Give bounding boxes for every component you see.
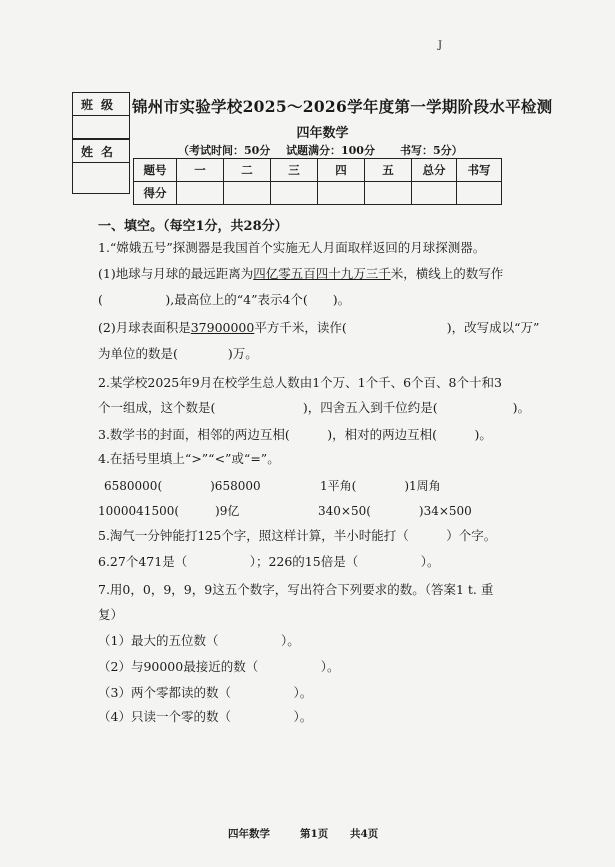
score-table-header-row <box>134 159 502 182</box>
name-box <box>72 139 130 194</box>
question-text: (1)地球与月球的最远距离为 <box>98 266 254 281</box>
comparison-item: 1000041500( )9亿 <box>98 504 240 518</box>
question-7-line-a: 7.用0，0，9，9，9这五个数字，写出符合下列要求的数。（答案1 t. 重 <box>98 582 494 597</box>
score-cell[interactable] <box>271 182 318 205</box>
question-1-1-line-b: ( ),最高位上的“4”表示4个( )。 <box>98 292 351 307</box>
score-cell[interactable] <box>412 182 457 205</box>
score-cell[interactable] <box>318 182 365 205</box>
section-title: 一、填空。（每空1分，共28分） <box>98 219 288 234</box>
footer-page-number: 第1页 <box>300 828 329 840</box>
question-2-line-b: 个一组成，这个数是( )，四舍五入到千位约是( )。 <box>98 400 531 415</box>
score-header-cell: 总分 <box>412 159 457 182</box>
comparison-item: 340×50( )34×500 <box>318 504 472 518</box>
question-text: (2)月球表面积是 <box>98 320 191 335</box>
question-7-1: （1）最大的五位数（ ）。 <box>98 633 300 648</box>
score-header-cell: 二 <box>224 159 271 182</box>
name-field[interactable] <box>73 163 129 193</box>
score-header-cell: 五 <box>365 159 412 182</box>
score-row-label: 得分 <box>134 182 177 205</box>
question-7-3: （3）两个零都读的数（ ）。 <box>98 685 313 700</box>
score-header-cell: 题号 <box>134 159 177 182</box>
underlined-number-words: 四亿零五百四十九万三千 <box>253 266 391 281</box>
question-2-line-a: 2.某学校2025年9月在校学生总人数由1个万、1个千、6个百、8个十和3 <box>98 375 502 390</box>
exam-full-marks: 试题满分：100分 <box>286 144 375 157</box>
question-5: 5.淘气一分钟能打125个字，照这样计算，半小时能打（ ）个字。 <box>98 528 497 543</box>
question-4: 4.在括号里填上“>”“<”或“=”。 <box>98 451 280 466</box>
exam-title: 锦州市实验学校2025～2026学年度第一学期阶段水平检测 <box>132 97 553 116</box>
question-7-4: （4）只读一个零的数（ ）。 <box>98 709 313 724</box>
question-1-2-line-a <box>98 320 539 336</box>
score-header-cell: 一 <box>177 159 224 182</box>
score-cell[interactable] <box>457 182 502 205</box>
score-header-cell: 三 <box>271 159 318 182</box>
question-1-1-line-a <box>98 266 503 282</box>
exam-writing-score: 书写：5分） <box>400 144 463 157</box>
corner-mark: J <box>438 40 443 51</box>
question-1-intro: 1.“嫦娥五号”探测器是我国首个实施无人月面取样返回的月球探测器。 <box>98 240 486 255</box>
score-table <box>133 158 502 205</box>
question-text: 平方千米，读作( )，改写成以“万” <box>254 320 540 335</box>
question-6: 6.27个471是（ ）；226的15倍是（ ）。 <box>98 554 440 569</box>
question-text: 米，横线上的数写作 <box>390 266 504 281</box>
score-cell[interactable] <box>224 182 271 205</box>
score-cell[interactable] <box>365 182 412 205</box>
exam-subtitle: 四年数学 <box>296 126 349 141</box>
comparison-item: 1平角( )1周角 <box>320 479 441 493</box>
class-label: 班级 <box>73 93 129 116</box>
comparison-item: 6580000( )658000 <box>104 479 261 493</box>
question-7-line-b: 复） <box>98 607 124 622</box>
name-label: 姓名 <box>73 140 129 163</box>
exam-time: （考试时间：50分 <box>178 144 271 157</box>
question-1-2-line-b: 为单位的数是( )万。 <box>98 346 258 361</box>
score-table-score-row <box>134 182 502 205</box>
underlined-number: 37900000 <box>190 320 255 335</box>
score-header-cell: 四 <box>318 159 365 182</box>
question-7-2: （2）与90000最接近的数（ ）。 <box>98 659 340 674</box>
score-cell[interactable] <box>177 182 224 205</box>
footer-subject: 四年数学 <box>228 828 270 840</box>
question-3: 3.数学书的封面，相邻的两边互相( )，相对的两边互相( )。 <box>98 427 492 442</box>
footer-total-pages: 共4页 <box>350 828 379 840</box>
score-header-cell: 书写 <box>457 159 502 182</box>
